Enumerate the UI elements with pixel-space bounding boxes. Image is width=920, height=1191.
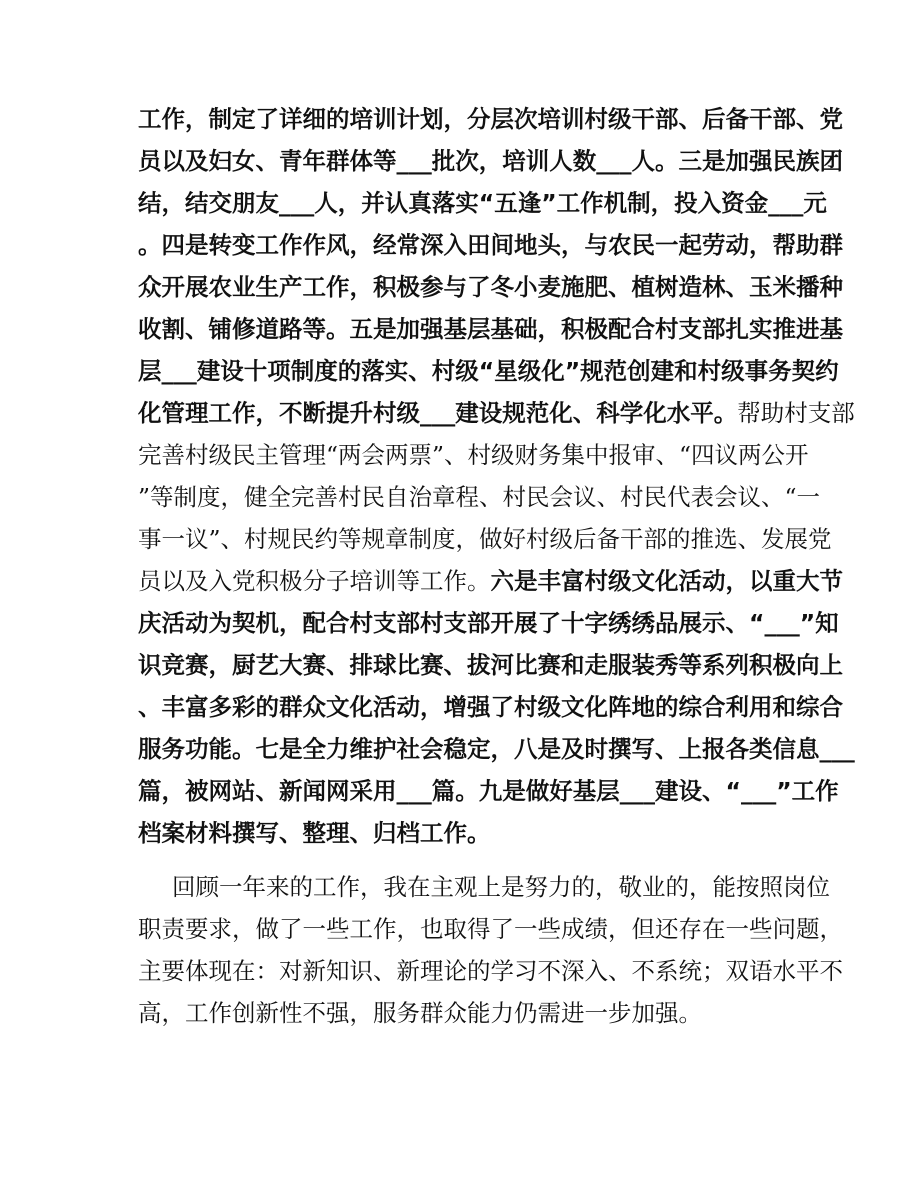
text-segment-bold: 六是丰富村级文化活动，以重大节: [490, 567, 843, 595]
text-segment-normal: 员以及入党积极分子培训等工作。: [138, 567, 491, 595]
text-line: 档案材料撰写、整理、归档工作。: [138, 819, 491, 847]
text-line: 工作，制定了详细的培训计划，分层次培训村级干部、后备干部、党: [138, 105, 843, 133]
text-segment-normal: 帮助村支部: [737, 399, 855, 427]
text-line: 事一议”、村规民约等规章制度，做好村级后备干部的推选、发展党: [138, 525, 832, 553]
text-line: 层___建设十项制度的落实、村级“星级化”规范创建和村级事务契约: [138, 357, 839, 385]
text-line: 篇，被网站、新闻网采用___篇。九是做好基层___建设、“___”工作: [138, 777, 839, 805]
paragraph-2: [138, 866, 843, 1034]
text-line: [138, 392, 855, 434]
text-line: 识竞赛，厨艺大赛、排球比赛、拔河比赛和走服装秀等系列积极向上: [138, 651, 843, 679]
text-line: [138, 560, 843, 602]
text-line: 回顾一年来的工作，我在主观上是努力的，敬业的，能按照岗位: [172, 873, 830, 901]
text-line: 员以及妇女、青年群体等___批次，培训人数___人。三是加强民族团: [138, 147, 843, 175]
text-line: 高，工作创新性不强，服务群众能力仍需进一步加强。: [138, 999, 702, 1027]
text-line: 结，结交朋友___人，并认真落实“五逢”工作机制，投入资金___元: [138, 189, 827, 217]
text-line: 职责要求，做了一些工作，也取得了一些成绩，但还存在一些问题，: [138, 915, 843, 943]
text-segment-bold: 化管理工作，不断提升村级___建设规范化、科学化水平。: [138, 399, 738, 427]
text-line: ”等制度，健全完善村民自治章程、村民会议、村民代表会议、“一: [138, 483, 821, 511]
text-line: 收割、铺修道路等。五是加强基层基础，积极配合村支部扎实推进基: [138, 315, 843, 343]
paragraph-1: [138, 98, 855, 854]
text-line: 众开展农业生产工作，积极参与了冬小麦施肥、植树造林、玉米播种: [138, 273, 843, 301]
text-line: 、丰富多彩的群众文化活动，增强了村级文化阵地的综合利用和综合: [138, 693, 843, 721]
text-line: 。四是转变工作作风，经常深入田间地头，与农民一起劳动，帮助群: [138, 231, 843, 259]
document-body: [138, 98, 855, 1034]
text-line: 完善村级民主管理“两会两票”、村级财务集中报审、“四议两公开: [138, 441, 809, 469]
text-line: 主要体现在：对新知识、新理论的学习不深入、不系统；双语水平不: [138, 957, 843, 985]
text-line: 庆活动为契机，配合村支部村支部开展了十字绣绣品展示、“___”知: [138, 609, 839, 637]
text-line: 服务功能。七是全力维护社会稳定，八是及时撰写、上报各类信息___: [138, 735, 855, 763]
